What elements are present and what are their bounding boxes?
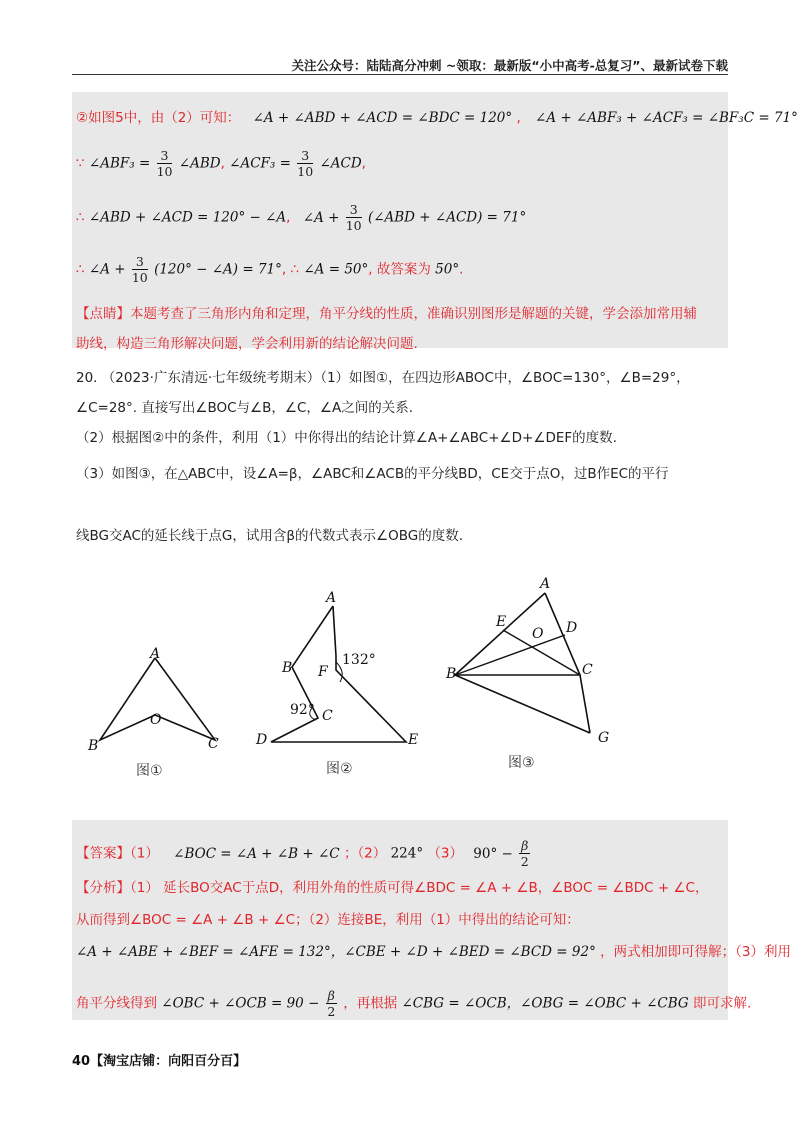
fig2-label-E: E — [408, 732, 419, 748]
problem-line-4: （3）如图③，在△ABC中，设∠A=β，∠ABC和∠ACB的平分线BD，CE交于点O，过B作EC的平行 — [76, 466, 669, 482]
l4-answer-text: 故答案为 — [376, 261, 431, 278]
l2-because: ∵ — [76, 155, 85, 172]
fig3-label-G: G — [598, 730, 610, 746]
l2-frac: $\frac{3}{10}$ — [156, 148, 173, 179]
fig3-label-A: A — [540, 576, 551, 592]
problem-line-3: （2）根据图②中的条件，利用（1）中你得出的结论计算∠A+∠ABC+∠D+∠DEF的度数. — [76, 430, 617, 446]
analysis-line-4 — [76, 988, 751, 1019]
fig2-label-F: F — [318, 664, 328, 680]
l4-therefore: ∴ — [76, 261, 85, 278]
comment-line-1: 【点睛】本题考查了三角形内角和定理，角平分线的性质，准确识别图形是解题的关键，学会添加常用辅 — [76, 306, 697, 322]
l4-a: ∠A + — [88, 261, 126, 278]
l1-prefix: ②如图5中，由（2）可知： — [76, 110, 241, 126]
fig3-caption: 图③ — [508, 755, 535, 771]
l2-b: ∠ABD — [178, 155, 221, 172]
an4-e: 即可求解. — [693, 995, 752, 1012]
l2-c: ∠ACF₃ = — [229, 155, 291, 172]
l2-d: ∠ACD — [319, 155, 362, 172]
answer-line — [76, 838, 532, 869]
fig2-label-C: C — [322, 708, 333, 724]
answer-3-frac: $\frac{\beta}{2}$ — [520, 838, 529, 869]
l2-frac-2: $\frac{3}{10}$ — [297, 148, 314, 179]
l4-frac: $\frac{3}{10}$ — [131, 254, 148, 285]
an4-d: ∠CBG = ∠OCB，∠OBG = ∠OBC + ∠CBG — [401, 995, 689, 1012]
l1-eq2: ∠A + ∠ABF₃ + ∠ACF₃ = ∠BF₃C = 71° — [535, 110, 798, 126]
fig1-caption: 图① — [136, 763, 163, 779]
fig2-label-A: A — [326, 590, 337, 606]
fig3-label-D: D — [566, 620, 578, 636]
fig2-caption: 图② — [326, 761, 353, 777]
an4-frac: $\frac{\beta}{2}$ — [327, 988, 336, 1019]
fig2-label-B: B — [282, 660, 293, 676]
fig2-angle-f: 132° — [342, 652, 376, 668]
answer-sep-2: ；（2） — [343, 845, 387, 862]
fig2-label-D: D — [256, 732, 268, 748]
fig3-label-B: B — [446, 666, 457, 682]
l3-c: (∠ABD + ∠ACD) = 71° — [367, 209, 527, 226]
page-header — [72, 52, 728, 75]
comment-line-2: 助线，构造三角形解决问题，学会利用新的结论解决问题. — [76, 336, 418, 352]
answer-2: 224° — [390, 845, 424, 862]
l3-frac: $\frac{3}{10}$ — [345, 202, 362, 233]
an4-a: 角平分线得到 — [76, 995, 157, 1012]
top-line-4: ∴ ∠A + $\frac{3}{10}$ (120° − ∠A) = 71°, ∴ ∠A = 50°, 故答案为 50°. — [76, 254, 464, 285]
fig2-angle-c: 92° — [290, 702, 315, 718]
answer-sep-3: （3） — [427, 845, 463, 862]
answer-1: ∠BOC = ∠A + ∠B + ∠C — [173, 845, 340, 862]
l4-c: ∠A = 50° — [303, 261, 369, 278]
an3-b: ，两式相加即可得解；（3）利用 — [600, 944, 791, 960]
answer-3a: 90° − — [473, 845, 513, 862]
an3-a: ∠A + ∠ABE + ∠BEF = ∠AFE = 132°，∠CBE + ∠D + ∠BED = ∠BCD = 92° — [76, 944, 596, 960]
fig3-label-E: E — [496, 614, 507, 630]
analysis-line-1: 【分析】（1） 延长BO交AC于点D，利用外角的性质可得∠BDC = ∠A + ∠B，∠BOC = ∠BDC + ∠C， — [76, 880, 709, 896]
top-line-2: ∵ ∠ABF₃ = $\frac{3}{10}$ ∠ABD, ∠ACF₃ = $\frac{3}{10}$ ∠ACD, — [76, 148, 366, 179]
an4-b: ∠OBC + ∠OCB = 90 − — [161, 995, 320, 1012]
l4-answer-value: 50° — [435, 261, 460, 278]
problem-line-1: 20. （2023·广东清远·七年级统考期末）（1）如图①，在四边形ABOC中，∠BOC=130°，∠B=29°， — [76, 370, 690, 386]
fig1-label-B: B — [88, 738, 99, 754]
fig1-label-C: C — [208, 736, 219, 752]
fig1-label-O: O — [150, 712, 162, 728]
fig3-label-C: C — [582, 662, 593, 678]
fig3-label-O: O — [532, 626, 544, 642]
l2-a: ∠ABF₃ = — [88, 155, 151, 172]
problem-line-5: 线BG交AC的延长线于点G，试用含β的代数式表示∠OBG的度数. — [76, 528, 463, 544]
header-text: 关注公众号：陆陆高分冲刺 ~领取：最新版“小中高考-总复习”、最新试卷下载 — [291, 58, 728, 73]
top-line-3: ∴ ∠ABD + ∠ACD = 120° − ∠A, ∠A + $\frac{3}{10}$ (∠ABD + ∠ACD) = 71° — [76, 202, 527, 233]
l4-therefore-2: ∴ — [290, 261, 300, 278]
figure-2 — [250, 590, 430, 750]
page-footer: 40【淘宝店铺：向阳百分百】 — [72, 1054, 247, 1069]
l1-eq1: ∠A + ∠ABD + ∠ACD = ∠BDC = 120° — [252, 110, 513, 126]
l3-b: ∠A + — [302, 209, 340, 226]
answer-label: 【答案】（1） — [76, 845, 159, 862]
l3-a: ∠ABD + ∠ACD = 120° − ∠A — [88, 209, 287, 226]
figure-3 — [440, 575, 620, 750]
analysis-line-2: 从而得到∠BOC = ∠A + ∠B + ∠C；（2）连接BE，利用（1）中得出的结论可知： — [76, 912, 580, 928]
analysis-line-3 — [76, 940, 791, 960]
an4-c: ，再根据 — [343, 995, 398, 1012]
fig1-label-A: A — [150, 646, 161, 662]
top-line-1: ②如图5中，由（2）可知： ∠A + ∠ABD + ∠ACD = ∠BDC = 120° , ∠A + ∠ABF₃ + ∠ACF₃ = ∠BF₃C = 71° — [76, 110, 798, 126]
l4-b: (120° − ∠A) = 71° — [154, 261, 282, 278]
problem-line-2: ∠C=28°. 直接写出∠BOC与∠B，∠C，∠A之间的关系. — [76, 400, 414, 416]
l3-therefore: ∴ — [76, 209, 85, 226]
